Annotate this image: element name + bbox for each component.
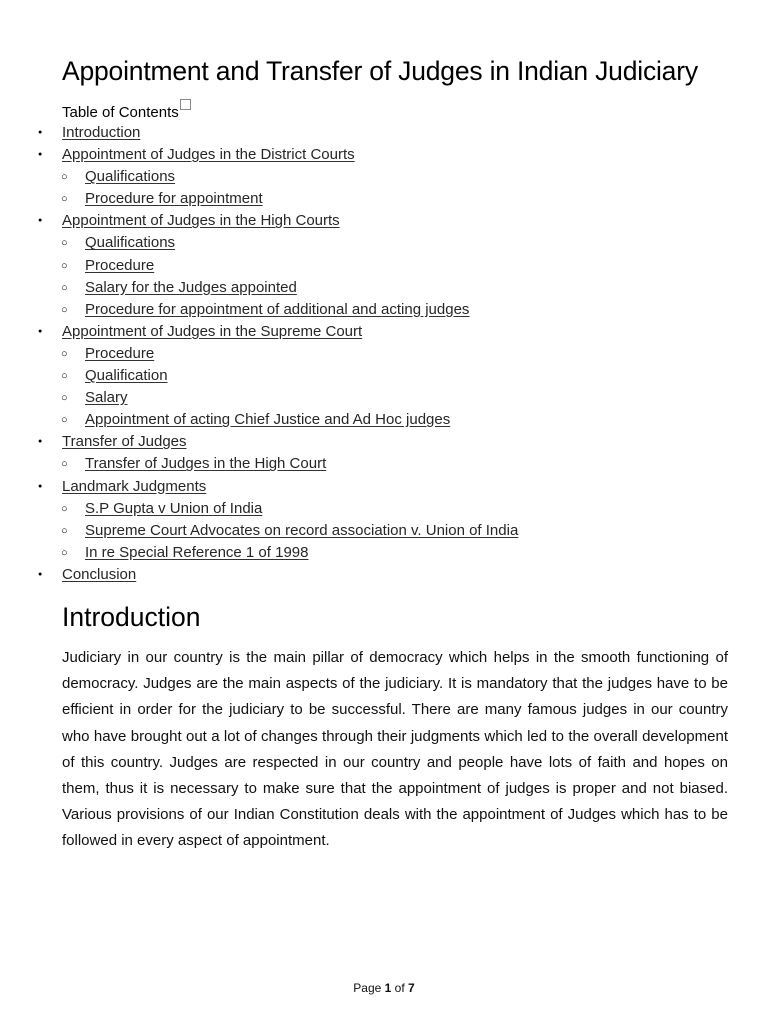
toc-item bbox=[0, 365, 768, 387]
toc-link[interactable]: Transfer of Judges in the High Court bbox=[85, 455, 327, 473]
bullet-icon: ● bbox=[38, 438, 43, 446]
page-word: Page bbox=[353, 981, 382, 995]
toc-item bbox=[0, 409, 768, 431]
toc-heading bbox=[62, 99, 191, 124]
current-page-number: 1 bbox=[384, 981, 392, 995]
bullet-icon: ● bbox=[38, 151, 43, 159]
bullet-icon: ● bbox=[38, 482, 43, 490]
toc-item bbox=[0, 542, 768, 564]
toc-item bbox=[0, 520, 768, 542]
toc-link[interactable]: Appointment of Judges in the District Courts bbox=[62, 146, 355, 164]
toc-link[interactable]: S.P Gupta v Union of India bbox=[85, 499, 263, 517]
toc-link[interactable]: Appointment of Judges in the Supreme Court bbox=[62, 322, 363, 340]
toc-item bbox=[0, 122, 768, 144]
toc-item bbox=[0, 387, 768, 409]
hollow-bullet-icon: ○ bbox=[61, 259, 68, 272]
toc-item bbox=[0, 498, 768, 520]
toc-item bbox=[0, 453, 768, 475]
toc-link[interactable]: Transfer of Judges bbox=[62, 433, 187, 451]
toc-link[interactable]: Qualifications bbox=[85, 168, 176, 186]
toc-heading-label: Table of Contents bbox=[62, 104, 179, 121]
toc-link[interactable]: Procedure for appointment of additional and acting judges bbox=[85, 300, 470, 318]
of-word: of bbox=[394, 981, 405, 995]
toc-item bbox=[0, 210, 768, 232]
toc-item bbox=[0, 166, 768, 188]
toc-item bbox=[0, 144, 768, 166]
toc-link[interactable]: Procedure for appointment bbox=[85, 190, 263, 208]
toc-item bbox=[0, 431, 768, 453]
toc-item bbox=[0, 232, 768, 254]
toc-link[interactable]: Procedure bbox=[85, 344, 155, 362]
hollow-bullet-icon: ○ bbox=[61, 281, 68, 294]
toc-link[interactable]: Qualifications bbox=[85, 234, 176, 252]
hollow-bullet-icon: ○ bbox=[61, 546, 68, 559]
toc-link[interactable]: Conclusion bbox=[62, 565, 137, 583]
introduction-heading: Introduction bbox=[62, 602, 201, 632]
checkbox-icon bbox=[180, 99, 191, 110]
bullet-icon: ● bbox=[38, 327, 43, 335]
toc-link[interactable]: Landmark Judgments bbox=[62, 477, 207, 495]
toc-link[interactable]: Supreme Court Advocates on record association v. Union of India bbox=[85, 521, 519, 539]
toc-link[interactable]: Salary bbox=[85, 389, 128, 407]
toc-item bbox=[0, 277, 768, 299]
hollow-bullet-icon: ○ bbox=[61, 171, 68, 184]
toc-item bbox=[0, 188, 768, 210]
table-of-contents bbox=[0, 122, 768, 586]
toc-link[interactable]: Introduction bbox=[62, 124, 141, 141]
toc-link[interactable]: Procedure bbox=[85, 256, 155, 274]
total-pages-number: 7 bbox=[408, 981, 415, 995]
toc-item bbox=[0, 321, 768, 343]
hollow-bullet-icon: ○ bbox=[61, 370, 68, 383]
hollow-bullet-icon: ○ bbox=[61, 193, 68, 206]
hollow-bullet-icon: ○ bbox=[61, 458, 68, 471]
toc-item bbox=[0, 476, 768, 498]
bullet-icon: ● bbox=[38, 570, 43, 578]
page-number-footer bbox=[0, 979, 768, 997]
hollow-bullet-icon: ○ bbox=[61, 524, 68, 537]
toc-item bbox=[0, 255, 768, 277]
hollow-bullet-icon: ○ bbox=[61, 303, 68, 316]
toc-link[interactable]: Appointment of Judges in the High Courts bbox=[62, 212, 340, 230]
toc-item bbox=[0, 564, 768, 586]
bullet-icon: ● bbox=[38, 129, 43, 136]
toc-link[interactable]: Qualification bbox=[85, 367, 168, 385]
hollow-bullet-icon: ○ bbox=[61, 392, 68, 405]
hollow-bullet-icon: ○ bbox=[61, 502, 68, 515]
hollow-bullet-icon: ○ bbox=[61, 347, 68, 360]
toc-link[interactable]: In re Special Reference 1 of 1998 bbox=[85, 543, 309, 561]
document-title: Appointment and Transfer of Judges in Indian Judiciary bbox=[62, 56, 698, 86]
hollow-bullet-icon: ○ bbox=[61, 414, 68, 427]
toc-link[interactable]: Salary for the Judges appointed bbox=[85, 278, 297, 296]
hollow-bullet-icon: ○ bbox=[61, 237, 68, 250]
toc-link[interactable]: Appointment of acting Chief Justice and Ad Hoc judges bbox=[85, 411, 451, 429]
introduction-paragraph: Judiciary in our country is the main pillar of democracy which helps in the smooth functioning of democracy. Judges are the main aspects of the judiciary. It is mandatory that the judges have to be efficient in order for the judiciary to be successful. There are many famous judges in our country who have brought out a lot of changes through their judgments which led to the overall development of this country. Judges are respected in our country and people have lots of faith and hopes on them, thus it is necessary to make sure that the appointment of judges is proper and not biased. Various provisions of our Indian Constitution deals with the appointment of Judges which has to be followed in every aspect of appointment. bbox=[62, 649, 728, 850]
toc-item bbox=[0, 343, 768, 365]
bullet-icon: ● bbox=[38, 217, 43, 225]
toc-item bbox=[0, 299, 768, 321]
